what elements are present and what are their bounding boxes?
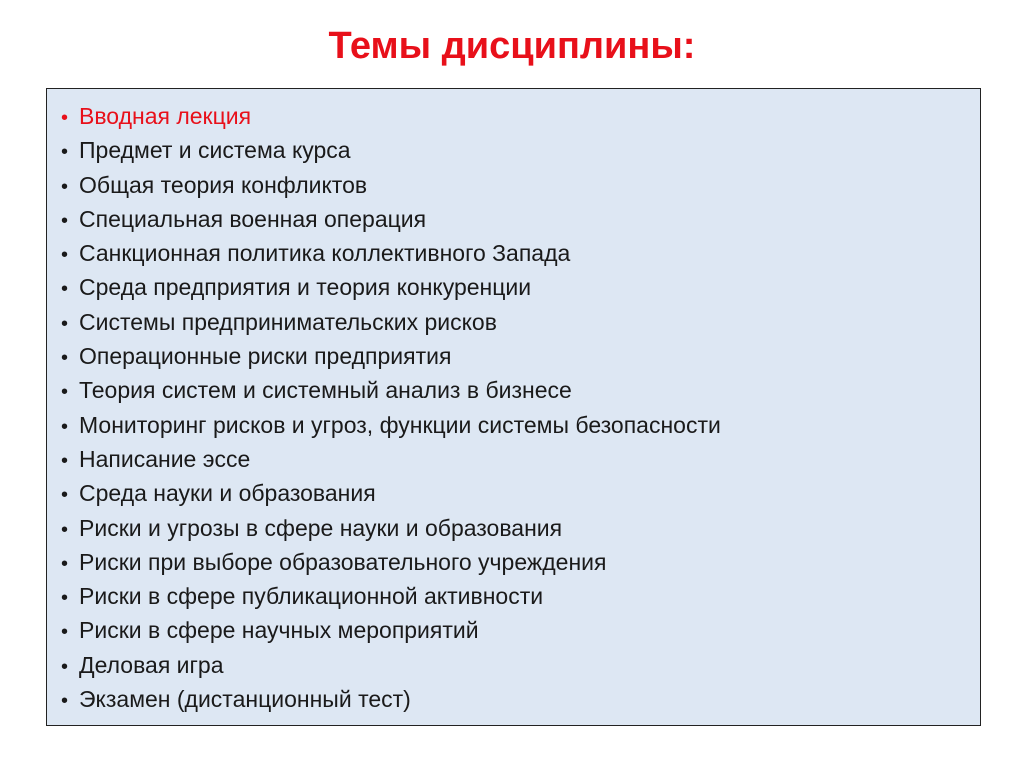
bullet-icon: • — [61, 655, 69, 678]
bullet-icon: • — [61, 449, 69, 472]
bullet-icon: • — [61, 175, 69, 198]
bullet-icon: • — [61, 518, 69, 541]
topic-text: Санкционная политика коллективного Запада — [79, 240, 571, 267]
topic-item-11 — [61, 442, 980, 476]
topic-text: Операционные риски предприятия — [79, 343, 452, 370]
bullet-icon: • — [61, 141, 69, 164]
bullet-icon: • — [61, 278, 69, 301]
topic-text: Общая теория конфликтов — [79, 171, 368, 198]
bullet-icon: • — [61, 312, 69, 335]
topic-item-6 — [61, 270, 980, 304]
topic-item-7 — [61, 305, 980, 339]
topic-item-1 — [61, 99, 980, 133]
bullet-icon: • — [61, 381, 69, 404]
topic-item-2 — [61, 133, 980, 167]
bullet-icon: • — [61, 209, 69, 232]
topic-text: Риски в сфере научных мероприятий — [79, 617, 479, 644]
topic-item-8 — [61, 339, 980, 373]
topic-text: Предмет и система курса — [79, 137, 351, 164]
topic-item-3 — [61, 168, 980, 202]
topic-item-10 — [61, 408, 980, 442]
topic-item-14 — [61, 545, 980, 579]
topic-text: Среда предприятия и теория конкуренции — [79, 274, 532, 301]
topics-box — [46, 88, 981, 726]
topic-text: Среда науки и образования — [79, 480, 376, 507]
topic-text: Мониторинг рисков и угроз, функции системы безопасности — [79, 411, 721, 438]
bullet-icon: • — [61, 347, 69, 370]
topic-item-9 — [61, 373, 980, 407]
bullet-icon: • — [61, 107, 69, 129]
topic-text: Системы предпринимательских рисков — [79, 308, 497, 335]
topic-text: Риски при выборе образовательного учреждения — [79, 548, 607, 575]
bullet-icon: • — [61, 587, 69, 610]
topic-item-12 — [61, 476, 980, 510]
topic-item-5 — [61, 236, 980, 270]
topics-list — [61, 99, 980, 716]
slide-title: Темы дисциплины: — [328, 25, 696, 67]
bullet-icon: • — [61, 552, 69, 575]
topic-item-17 — [61, 648, 980, 682]
topic-item-16 — [61, 613, 980, 647]
bullet-icon: • — [61, 484, 69, 507]
topic-text: Риски и угрозы в сфере науки и образования — [79, 514, 563, 541]
topic-text: Риски в сфере публикационной активности — [79, 583, 544, 610]
bullet-icon: • — [61, 690, 69, 713]
topic-text: Экзамен (дистанционный тест) — [79, 686, 411, 713]
bullet-icon: • — [61, 415, 69, 438]
topic-item-15 — [61, 579, 980, 613]
topic-text: Теория систем и системный анализ в бизнесе — [79, 377, 572, 404]
bullet-icon: • — [61, 621, 69, 644]
topic-item-4 — [61, 202, 980, 236]
topic-text: Деловая игра — [79, 651, 224, 678]
topic-text: Вводная лекция — [79, 103, 252, 129]
topic-text: Специальная военная операция — [79, 205, 427, 232]
topic-item-18 — [61, 682, 980, 716]
topic-text: Написание эссе — [79, 445, 251, 472]
topic-item-13 — [61, 511, 980, 545]
bullet-icon: • — [61, 244, 69, 267]
